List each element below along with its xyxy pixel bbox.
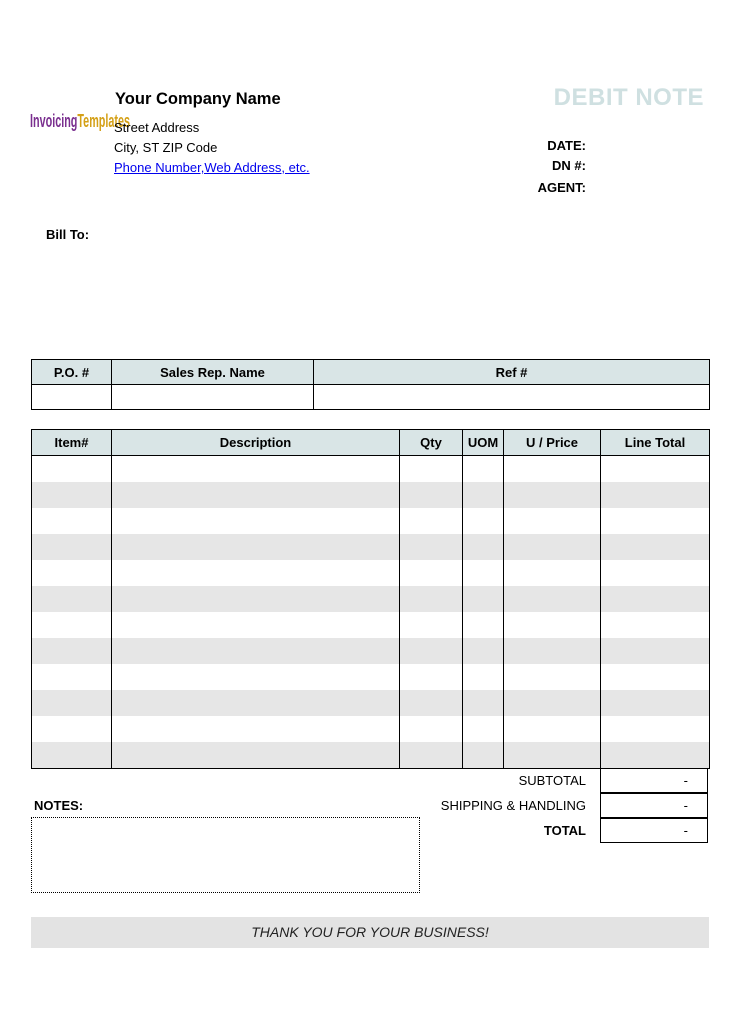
unit-price-cell[interactable] — [504, 482, 601, 508]
description-cell[interactable] — [112, 742, 400, 769]
shipping-label: SHIPPING & HANDLING — [440, 798, 586, 813]
line-total-cell[interactable] — [601, 560, 710, 586]
company-logo — [30, 106, 131, 136]
description-cell[interactable] — [112, 456, 400, 483]
uom-cell[interactable] — [463, 560, 504, 586]
table-row — [32, 612, 710, 638]
ref-number-cell[interactable] — [314, 385, 710, 410]
item-cell[interactable] — [32, 612, 112, 638]
unit-price-cell[interactable] — [504, 534, 601, 560]
unit-price-cell[interactable] — [504, 638, 601, 664]
subtotal-label: SUBTOTAL — [518, 773, 586, 788]
po-number-header: P.O. # — [32, 360, 112, 385]
description-cell[interactable] — [112, 482, 400, 508]
ref-number-header: Ref # — [314, 360, 710, 385]
unit-price-cell[interactable] — [504, 612, 601, 638]
item-cell[interactable] — [32, 482, 112, 508]
table-row — [32, 482, 710, 508]
table-row — [32, 508, 710, 534]
total-value: - — [600, 818, 708, 843]
dn-number-label: DN #: — [552, 158, 586, 173]
item-cell[interactable] — [32, 456, 112, 483]
table-row — [32, 534, 710, 560]
svg-text:InvoicingTemplates: InvoicingTemplates — [30, 111, 131, 133]
table-row — [32, 638, 710, 664]
qty-header: Qty — [400, 430, 463, 456]
qty-cell[interactable] — [400, 638, 463, 664]
uom-cell[interactable] — [463, 456, 504, 483]
sales-rep-header: Sales Rep. Name — [112, 360, 314, 385]
item-cell[interactable] — [32, 638, 112, 664]
qty-cell[interactable] — [400, 716, 463, 742]
total-label: TOTAL — [543, 823, 586, 838]
qty-cell[interactable] — [400, 560, 463, 586]
uom-cell[interactable] — [463, 586, 504, 612]
notes-box[interactable] — [31, 817, 420, 893]
company-name: Your Company Name — [115, 90, 281, 108]
description-header: Description — [112, 430, 400, 456]
description-cell[interactable] — [112, 664, 400, 690]
uom-cell[interactable] — [463, 690, 504, 716]
uom-cell[interactable] — [463, 534, 504, 560]
line-total-cell[interactable] — [601, 716, 710, 742]
qty-cell[interactable] — [400, 612, 463, 638]
qty-cell[interactable] — [400, 534, 463, 560]
qty-cell[interactable] — [400, 690, 463, 716]
uom-cell[interactable] — [463, 612, 504, 638]
table-row — [32, 586, 710, 612]
table-row — [32, 690, 710, 716]
document-title: DEBIT NOTE — [553, 84, 704, 111]
uom-cell[interactable] — [463, 482, 504, 508]
uom-cell[interactable] — [463, 508, 504, 534]
item-cell[interactable] — [32, 690, 112, 716]
description-cell[interactable] — [112, 508, 400, 534]
item-cell[interactable] — [32, 534, 112, 560]
qty-cell[interactable] — [400, 664, 463, 690]
line-total-cell[interactable] — [601, 456, 710, 483]
line-total-header: Line Total — [601, 430, 710, 456]
sales-rep-cell[interactable] — [112, 385, 314, 410]
po-number-cell[interactable] — [32, 385, 112, 410]
contact-link[interactable]: Phone Number,Web Address, etc. — [114, 160, 310, 175]
line-total-cell[interactable] — [601, 664, 710, 690]
line-total-cell[interactable] — [601, 534, 710, 560]
uom-cell[interactable] — [463, 638, 504, 664]
qty-cell[interactable] — [400, 456, 463, 483]
qty-cell[interactable] — [400, 482, 463, 508]
subtotal-value: - — [600, 768, 708, 793]
description-cell[interactable] — [112, 560, 400, 586]
qty-cell[interactable] — [400, 586, 463, 612]
bill-to-label: Bill To: — [46, 227, 90, 242]
line-total-cell[interactable] — [601, 482, 710, 508]
item-cell[interactable] — [32, 716, 112, 742]
unit-price-cell[interactable] — [504, 508, 601, 534]
description-cell[interactable] — [112, 586, 400, 612]
line-total-cell[interactable] — [601, 742, 710, 769]
table-row — [32, 456, 710, 483]
item-number-header: Item# — [32, 430, 112, 456]
qty-cell[interactable] — [400, 742, 463, 769]
uom-cell[interactable] — [463, 664, 504, 690]
unit-price-cell[interactable] — [504, 690, 601, 716]
unit-price-cell[interactable] — [504, 586, 601, 612]
line-total-cell[interactable] — [601, 586, 710, 612]
uom-header: UOM — [463, 430, 504, 456]
items-table — [31, 429, 710, 769]
description-cell[interactable] — [112, 534, 400, 560]
item-cell[interactable] — [32, 586, 112, 612]
line-total-cell[interactable] — [601, 508, 710, 534]
description-cell[interactable] — [112, 638, 400, 664]
table-row — [32, 560, 710, 586]
shipping-value[interactable]: - — [600, 793, 708, 818]
city-state-zip: City, ST ZIP Code — [114, 140, 218, 155]
date-label: DATE: — [547, 138, 586, 153]
table-row — [32, 664, 710, 690]
line-total-cell[interactable] — [601, 638, 710, 664]
thank-you-message: THANK YOU FOR YOUR BUSINESS! — [31, 917, 709, 948]
item-cell[interactable] — [32, 508, 112, 534]
unit-price-cell[interactable] — [504, 742, 601, 769]
notes-label: NOTES: — [34, 798, 84, 813]
uom-cell[interactable] — [463, 716, 504, 742]
table-row — [32, 716, 710, 742]
qty-cell[interactable] — [400, 508, 463, 534]
unit-price-cell[interactable] — [504, 716, 601, 742]
po-table — [31, 359, 710, 410]
unit-price-cell[interactable] — [504, 664, 601, 690]
agent-label: AGENT: — [537, 180, 586, 195]
item-cell[interactable] — [32, 664, 112, 690]
unit-price-cell[interactable] — [504, 456, 601, 483]
item-cell[interactable] — [32, 560, 112, 586]
description-cell[interactable] — [112, 612, 400, 638]
unit-price-header: U / Price — [504, 430, 601, 456]
line-total-cell[interactable] — [601, 612, 710, 638]
item-cell[interactable] — [32, 742, 112, 769]
table-row — [32, 742, 710, 769]
description-cell[interactable] — [112, 690, 400, 716]
street-address: Street Address — [114, 120, 200, 135]
unit-price-cell[interactable] — [504, 560, 601, 586]
description-cell[interactable] — [112, 716, 400, 742]
uom-cell[interactable] — [463, 742, 504, 769]
line-total-cell[interactable] — [601, 690, 710, 716]
